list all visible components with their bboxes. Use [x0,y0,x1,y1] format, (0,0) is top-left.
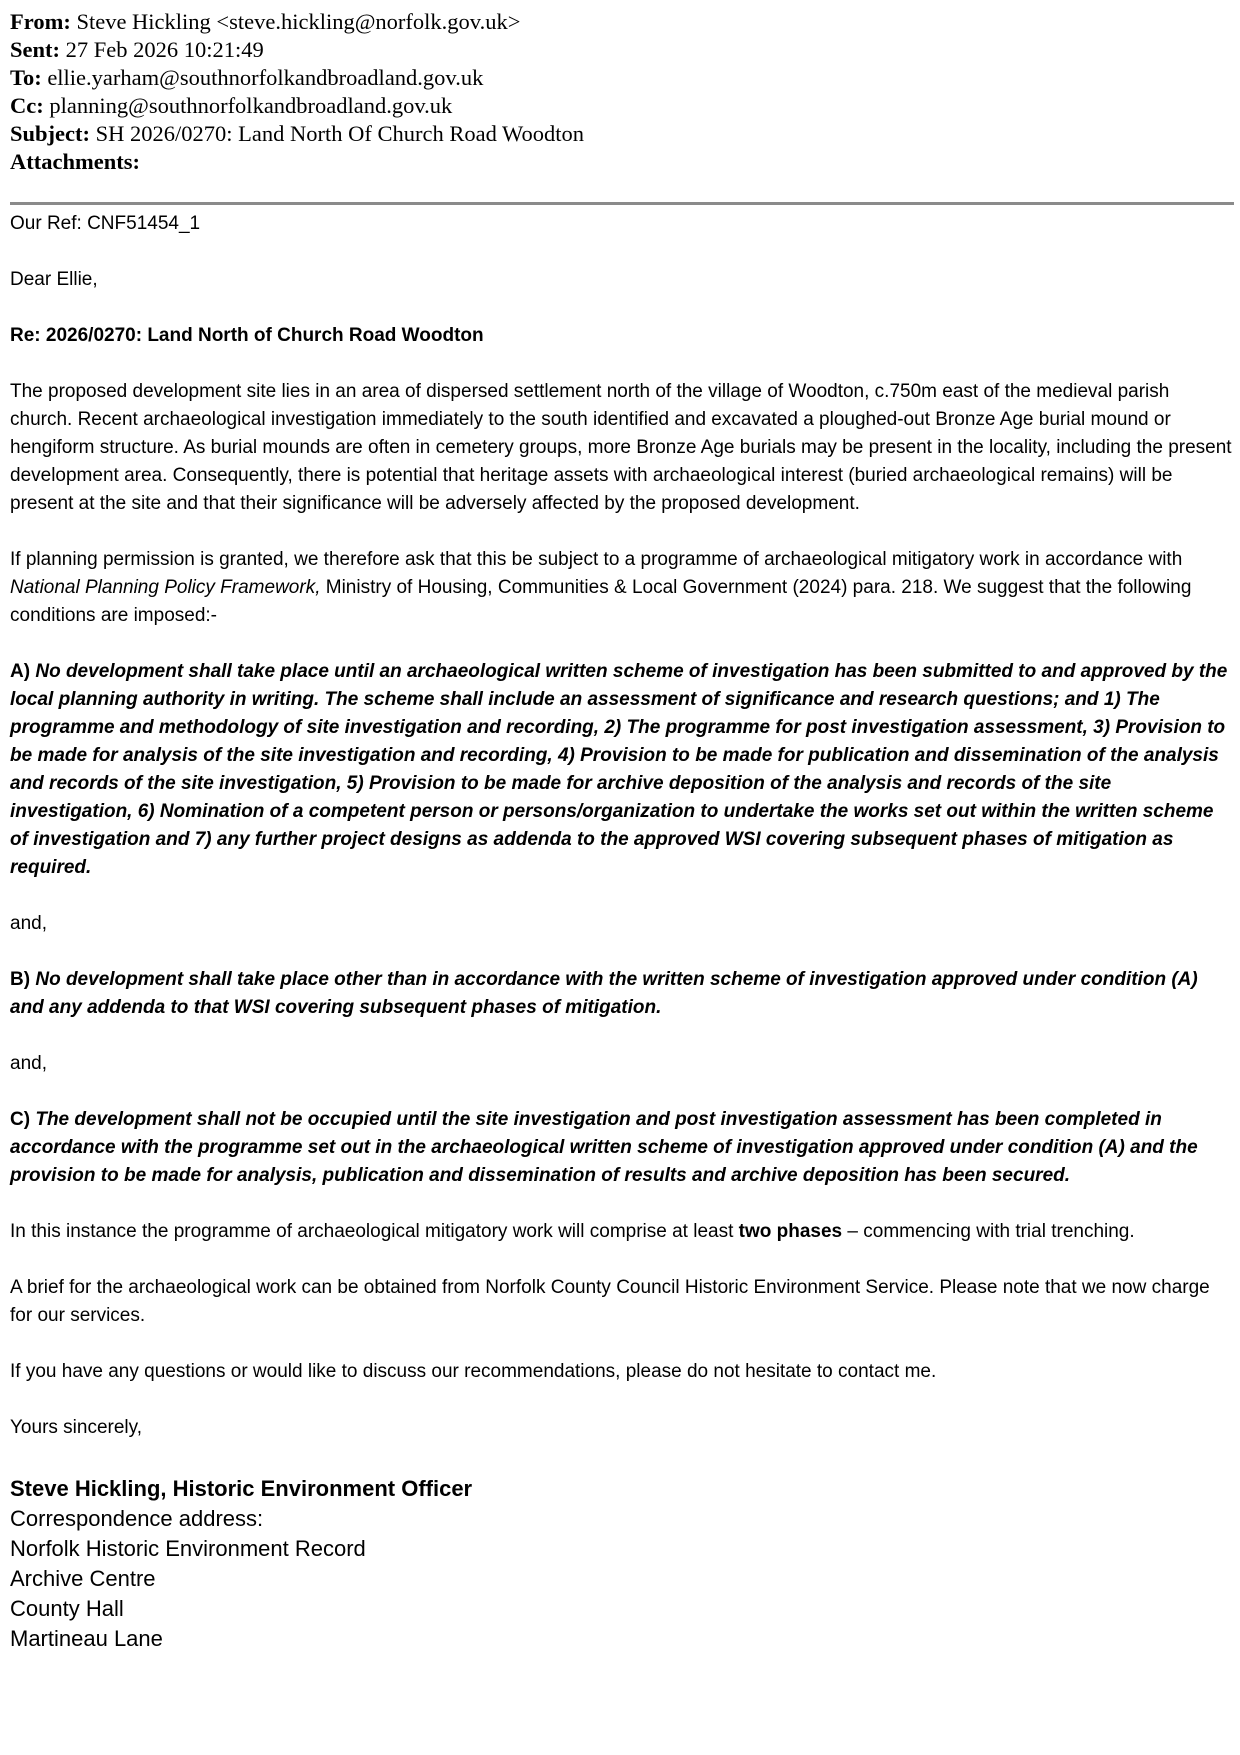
to-label: To: [10,65,42,90]
closing: Yours sincerely, [10,1417,143,1438]
greeting: Dear Ellie, [10,269,98,290]
sent-label: Sent: [10,37,60,62]
signature-name: Steve Hickling, Historic Environment Officer [10,1476,473,1501]
nppf-reference: National Planning Policy Framework, [10,577,321,598]
address-line: Archive Centre [10,1566,156,1591]
condition-b-label: B) [10,969,31,990]
subject-value: SH 2026/0270: Land North Of Church Road Woodton [95,121,584,146]
two-phases-text: two phases [738,1221,843,1242]
cc-value: planning@southnorfolkandbroadland.gov.uk [49,93,453,118]
condition-b-text: No development shall take place other than in accordance with the written scheme of investigation approved under condition (A) and any addenda to that WSI covering subsequent phases of mitigation. [10,969,1198,1018]
paragraph-3-part-a: In this instance the programme of archaeological mitigatory work will comprise at least [10,1221,739,1242]
re-line: Re: 2026/0270: Land North of Church Road Woodton [10,325,484,346]
header-divider [10,202,1234,205]
paragraph-5: If you have any questions or would like to discuss our recommendations, please do not hesitate to contact me. [10,1361,937,1382]
paragraph-3 [10,1218,1235,1246]
address-line: Martineau Lane [10,1626,163,1651]
condition-a-text: No development shall take place until an archaeological written scheme of investigation has been submitted to and approved by the local planning authority in writing. The scheme shall include an assessment of significance and research questions; and 1) The programme and methodology of site investigation and recording, 2) The programme for post investigation assessment, 3) Provision to be made for analysis of the site investigation and recording, 4) Provision to be made for publication and dissemination of the analysis and records of the site investigation, 5) Provision to be made for archive deposition of the analysis and records of the site investigation, 6) Nomination of a competent person or persons/organization to undertake the works set out within the written scheme of investigation and 7) any further project designs as addenda to the approved WSI covering subsequent phases of mitigation as required. [10,661,1228,878]
paragraph-4: A brief for the archaeological work can be obtained from Norfolk County Council Historic Environment Service. Please note that we now charge for our services. [10,1277,1210,1326]
address-line: Norfolk Historic Environment Record [10,1536,366,1561]
condition-c-text: The development shall not be occupied until the site investigation and post investigation assessment has been completed in accordance with the programme set out in the archaeological written scheme of investigation approved under condition (A) and the provision to be made for analysis, publication and dissemination of results and archive deposition has been secured. [10,1109,1198,1186]
email-header [10,8,1235,176]
subject-label: Subject: [10,121,90,146]
paragraph-2-part-a: If planning permission is granted, we therefore ask that this be subject to a programme of archaeological mitigatory work in accordance with [10,549,1183,570]
to-value: ellie.yarham@southnorfolkandbroadland.gov.uk [47,65,484,90]
email-body [10,210,1235,1442]
subject-row [10,120,1235,148]
cc-row [10,92,1235,120]
signature-block [10,1474,1235,1654]
address-label: Correspondence address: [10,1506,264,1531]
address-line: County Hall [10,1596,124,1621]
to-row [10,64,1235,92]
from-label: From: [10,9,71,34]
paragraph-3-part-b: – commencing with trial trenching. [842,1221,1135,1242]
attachments-label: Attachments: [10,149,140,174]
paragraph-2 [10,546,1235,630]
condition-c-label: C) [10,1109,31,1130]
condition-a [10,658,1235,882]
our-ref: Our Ref: CNF51454_1 [10,213,201,234]
condition-b [10,966,1235,1022]
attachments-row [10,148,1235,176]
from-value: Steve Hickling <steve.hickling@norfolk.gov.uk> [76,9,521,34]
paragraph-2-part-b: Ministry of Housing, Communities & Local Government (2024) para. 218. We suggest that the following conditions are imposed:- [10,577,1192,626]
paragraph-1: The proposed development site lies in an area of dispersed settlement north of the village of Woodton, c.750m east of the medieval parish church. Recent archaeological investigation immediately to the south identified and excavated a ploughed-out Bronze Age burial mound or hengiform structure. As burial mounds are often in cemetery groups, more Bronze Age burials may be present in the locality, including the present development area. Consequently, there is potential that heritage assets with archaeological interest (buried archaeological remains) will be present at the site and that their significance will be adversely affected by the proposed development. [10,381,1232,514]
cc-label: Cc: [10,93,44,118]
and-separator-1: and, [10,913,47,934]
condition-a-label: A) [10,661,31,682]
and-separator-2: and, [10,1053,47,1074]
sent-row [10,36,1235,64]
sent-value: 27 Feb 2026 10:21:49 [65,37,264,62]
email-document [10,8,1235,1654]
condition-c [10,1106,1235,1190]
from-row [10,8,1235,36]
